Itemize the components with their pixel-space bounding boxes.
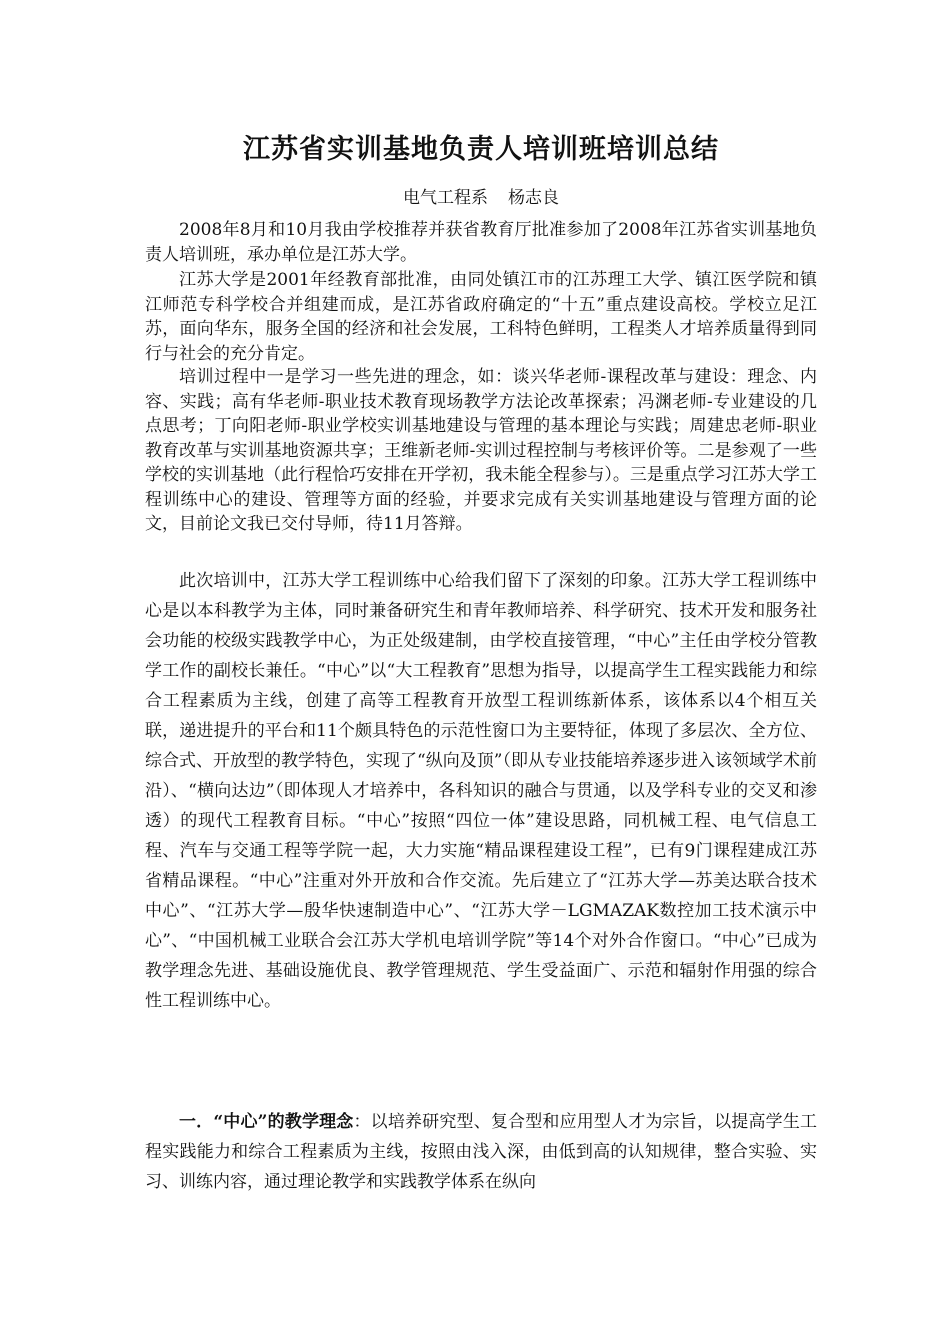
paragraph-section-1 [145,1107,817,1197]
author-name: 杨志良 [508,188,559,208]
paragraph-training-center: 此次培训中，江苏大学工程训练中心给我们留下了深刻的印象。江苏大学工程训练中心是以本科教学为主体，同时兼备研究生和青年教师培养、科学研究、技术开发和服务社会功能的校级实践教学中心，为正处级建制，由学校直接管理，“中心”主任由学校分管教学工作的副校长兼任。“中心”以“大工程教育”思想为指导，以提高学生工程实践能力和综合工程素质为主线，创建了高等工程教育开放型工程训练新体系，该体系以4个相互关联，递进提升的平台和11个颇具特色的示范性窗口为主要特征，体现了多层次、全方位、综合式、开放型的教学特色，实现了“纵向及顶”（即从专业技能培养逐步进入该领域学术前沿）、“横向达边”（即体现人才培养中，各科知识的融合与贯通，以及学科专业的交叉和渗透）的现代工程教育目标。“中心”按照“四位一体”建设思路，同机械工程、电气信息工程、汽车与交通工程等学院一起，大力实施“精品课程建设工程”，已有9门课程建成江苏省精品课程。“中心”注重对外开放和合作交流。先后建立了“江苏大学—苏美达联合技术中心”、“江苏大学—殷华快速制造中心”、“江苏大学－LGMAZAK数控加工技术演示中心”、“中国机械工业联合会江苏大学机电培训学院”等14个对外合作窗口。“中心”已成为教学理念先进、基础设施优良、教学管理规范、学生受益面广、示范和辐射作用强的综合性工程训练中心。 [145,571,817,1011]
paragraph-training-process: 培训过程中一是学习一些先进的理念，如：谈兴华老师-课程改革与建设：理念、内容、实践；高有华老师-职业技术教育现场教学方法论改革探索；冯渊老师-专业建设的几点思考；丁向阳老师-职业学校实训基地建设与管理的基本理论与实践；周建忠老师-职业教育改革与实训基地资源共享；王维新老师-实训过程控制与考核评价等。二是参观了一些学校的实训基地（此行程恰巧安排在开学初，我未能全程参与）。三是重点学习江苏大学工程训练中心的建设、管理等方面的经验，并要求完成有关实训基地建设与管理方面的论文，目前论文我已交付导师，待11月答辩。 [145,367,817,534]
paragraph-intro: 2008年8月和10月我由学校推荐并获省教育厅批准参加了2008年江苏省实训基地负责人培训班，承办单位是江苏大学。 [145,220,817,265]
document-title: 江苏省实训基地负责人培训班培训总结 [243,134,719,165]
author-line [145,186,817,210]
section-1-text: ：以培养研究型、复合型和应用型人才为宗旨，以提高学生工程实践能力和综合工程素质为主线，按照由浅入深，由低到高的认知规律，整合实验、实习、训练内容，通过理论教学和实践教学体系在纵向 [145,1112,818,1192]
paragraph-university: 江苏大学是2001年经教育部批准，由同处镇江市的江苏理工大学、镇江医学院和镇江师范专科学校合并组建而成，是江苏省政府确定的“十五”重点建设高校。学校立足江苏，面向华东，服务全国的经济和社会发展，工科特色鲜明，工程类人才培养质量得到同行与社会的充分肯定。 [145,270,817,364]
section-1-heading: 一．“中心”的教学理念 [179,1112,354,1132]
author-department: 电气工程系 [403,188,488,208]
